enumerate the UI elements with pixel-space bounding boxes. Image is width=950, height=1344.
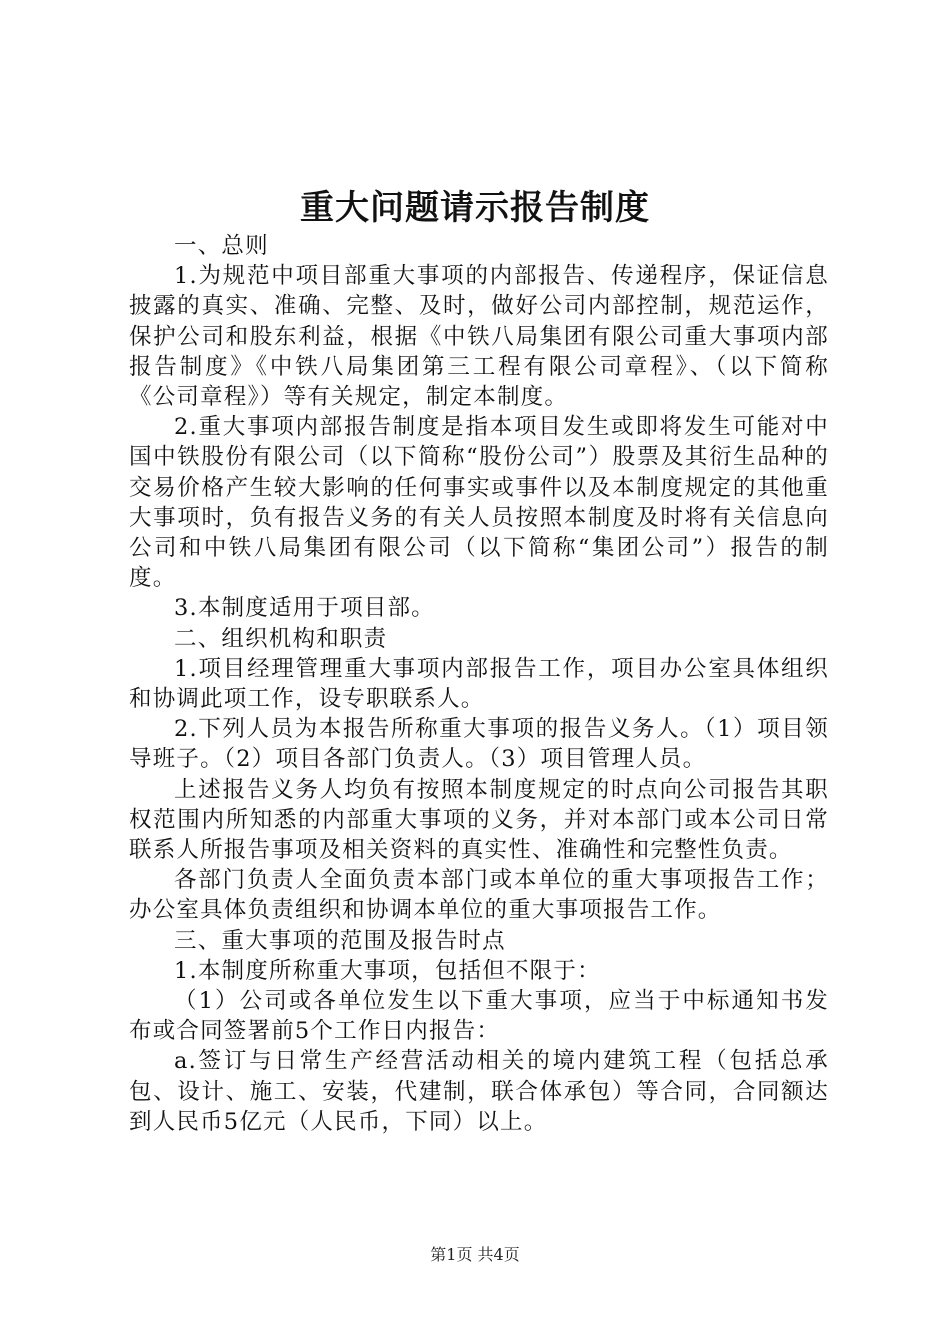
paragraph: 1.项目经理管理重大事项内部报告工作，项目办公室具体组织和协调此项工作，设专职联系人。 <box>129 655 829 713</box>
paragraph: 1.为规范中项目部重大事项的内部报告、传递程序，保证信息披露的真实、准确、完整、及时，做好公司内部控制，规范运作，保护公司和股东利益，根据《中铁八局集团有限公司重大事项内部报告制度》《中铁八局集团第三工程有限公司章程》、（以下简称《公司章程》）等有关规定，制定本制度。 <box>129 263 829 411</box>
document-body <box>129 231 829 1137</box>
document-title: 重大问题请示报告制度 <box>300 188 650 228</box>
section-heading-general: 一、总则 <box>174 233 269 259</box>
paragraph: 上述报告义务人均负有按照本制度规定的时点向公司报告其职权范围内所知悉的内部重大事项的义务，并对本部门或本公司日常联系人所报告事项及相关资料的真实性、准确性和完整性负责。 <box>129 776 829 864</box>
paragraph: a.签订与日常生产经营活动相关的境内建筑工程（包括总承包、设计、施工、安装，代建制，联合体承包）等合同，合同额达到人民币5亿元（人民币，下同）以上。 <box>129 1048 829 1135</box>
paragraph: 2.重大事项内部报告制度是指本项目发生或即将发生可能对中国中铁股份有限公司（以下简称“股份公司”）股票及其衍生品种的交易价格产生较大影响的任何事实或事件以及本制度规定的其他重大事项时，负有报告义务的有关人员按照本制度及时将有关信息向公司和中铁八局集团有限公司（以下简称“集团公司”）报告的制度。 <box>129 414 829 592</box>
paragraph: （1）公司或各单位发生以下重大事项，应当于中标通知书发布或合同签署前5个工作日内报告： <box>129 988 829 1045</box>
section-heading-scope: 三、重大事项的范围及报告时点 <box>174 927 506 954</box>
paragraph: 各部门负责人全面负责本部门或本单位的重大事项报告工作；办公室具体负责组织和协调本单位的重大事项报告工作。 <box>129 867 829 924</box>
section-heading-organization: 二、组织机构和职责 <box>174 625 388 652</box>
page-footer: 第1页 共4页 <box>430 1245 520 1264</box>
paragraph: 2.下列人员为本报告所称重大事项的报告义务人。（1）项目领导班子。（2）项目各部门负责人。（3）项目管理人员。 <box>129 716 829 773</box>
paragraph: 1.本制度所称重大事项，包括但不限于： <box>174 957 601 984</box>
paragraph: 3.本制度适用于项目部。 <box>174 595 435 622</box>
